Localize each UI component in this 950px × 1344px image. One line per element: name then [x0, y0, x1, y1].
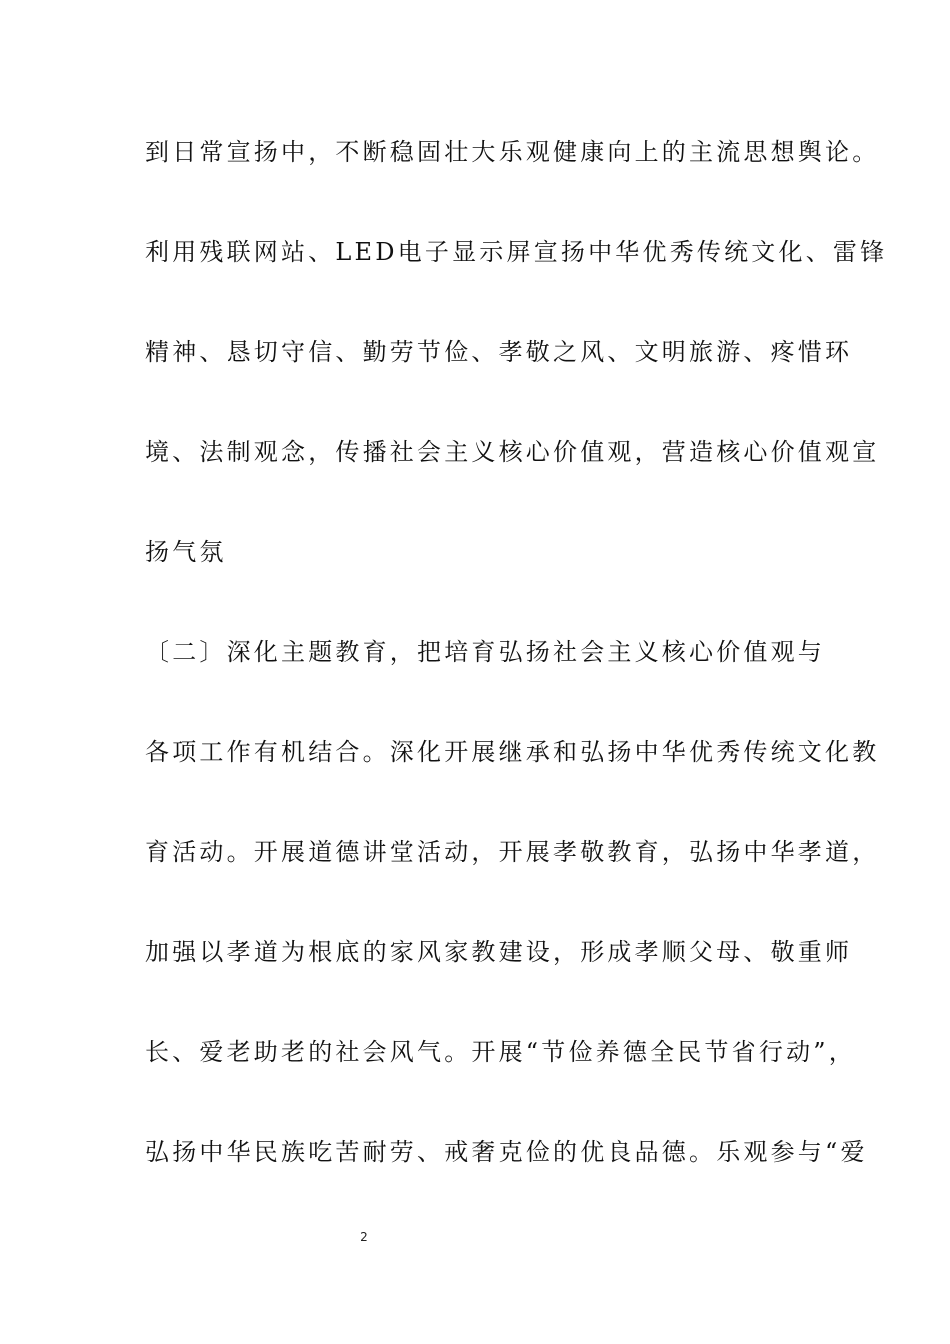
text-line: 境、法制观念，传播社会主义核心价值观，营造核心价值观宣	[145, 438, 880, 466]
text-line: 育活动。开展道德讲堂活动，开展孝敬教育，弘扬中华孝道，	[145, 838, 880, 866]
text-line: 长、爱老助老的社会风气。开展“节俭养德全民节省行动”，	[145, 1038, 856, 1066]
section-heading-line: 〔二〕深化主题教育，把培育弘扬社会主义核心价值观与	[145, 638, 825, 666]
text-line: 扬气氛	[145, 538, 227, 566]
text-line: 利用残联网站、LED电子显示屏宣扬中华优秀传统文化、雷锋	[145, 238, 888, 266]
text-line: 到日常宣扬中，不断稳固壮大乐观健康向上的主流思想舆论。	[145, 138, 880, 166]
text-line: 各项工作有机结合。深化开展继承和弘扬中华优秀传统文化教	[145, 738, 880, 766]
text-line: 加强以孝道为根底的家风家教建设，形成孝顺父母、敬重师	[145, 938, 853, 966]
text-line: 弘扬中华民族吃苦耐劳、戒奢克俭的优良品德。乐观参与“爱	[145, 1138, 868, 1166]
page-number: 2	[360, 1230, 368, 1244]
text-line: 精神、恳切守信、勤劳节俭、孝敬之风、文明旅游、疼惜环	[145, 338, 853, 366]
